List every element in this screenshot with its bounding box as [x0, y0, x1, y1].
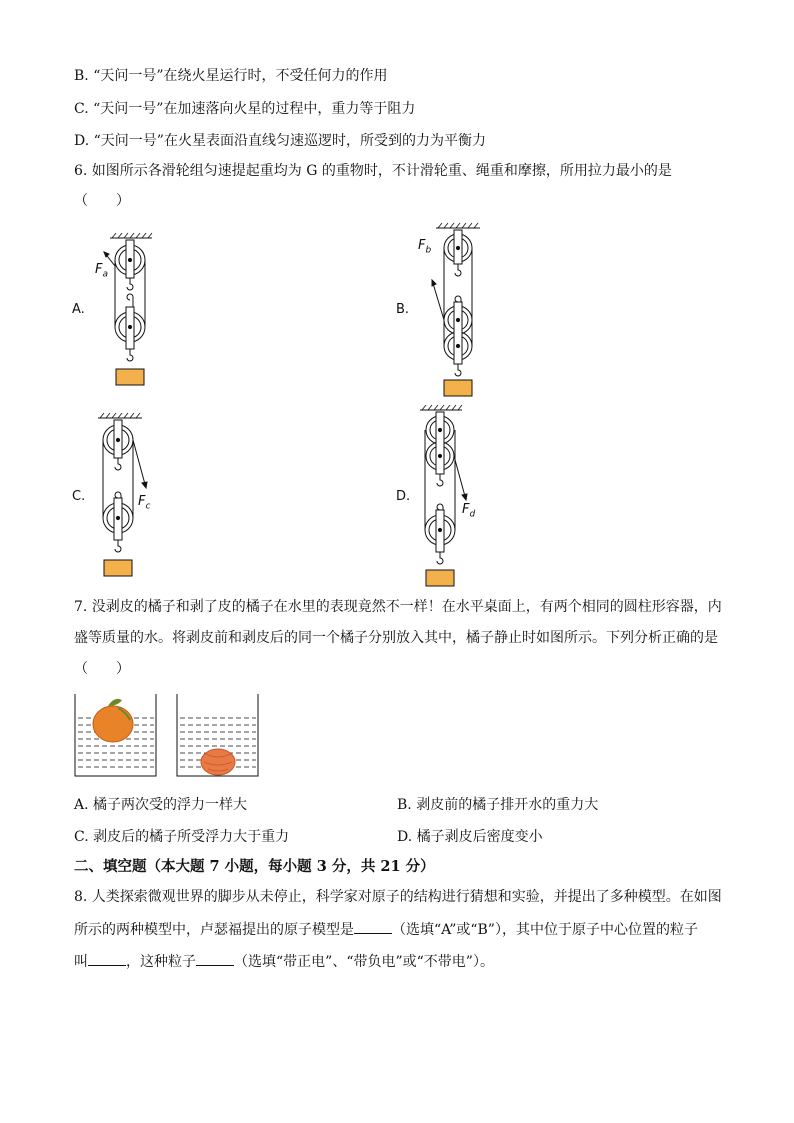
q6-label-d: D. [396, 489, 411, 504]
q6-label-c: C. [72, 489, 86, 504]
q6-paren: （ ） [74, 193, 130, 209]
force-label-c: $F_c$ [138, 494, 151, 512]
unpeeled-orange-icon [93, 706, 133, 742]
q5-option-d: D. “天问一号”在火星表面沿直线匀速巡逻时，所受到的力为平衡力 [74, 133, 486, 149]
q5-option-b: B. “天问一号”在绕火星运行时，不受任何力的作用 [74, 68, 388, 84]
answer-blank-3[interactable] [196, 951, 234, 966]
force-label-a: $F_a$ [95, 262, 108, 280]
q7-stem-line1: 7. 没剥皮的橘子和剥了皮的橘子在水里的表现竟然不一样！在水平桌面上，有两个相同的圆柱形容器，内 [74, 599, 722, 615]
q7-stem-line2: 盛等质量的水。将剥皮前和剥皮后的同一个橘子分别放入其中，橘子静止时如图所示。下列分析正确的是 [74, 630, 718, 646]
q7-option-d: D. 橘子剥皮后密度变小 [397, 829, 543, 845]
force-label-b: $F_b$ [418, 238, 432, 256]
container-peeled [176, 692, 260, 778]
q8-line2: 所示的两种模型中，卢瑟福提出的原子模型是 （选填“A”或“B”），其中位于原子中心位置的粒子 [74, 919, 698, 940]
answer-blank-1[interactable] [354, 919, 392, 934]
q7-paren: （ ） [74, 661, 130, 677]
q7-option-b: B. 剥皮前的橘子排开水的重力大 [397, 797, 599, 813]
q8-line3: 叫 ，这种粒子 （选填“带正电”、“带负电”或“不带电”）。 [74, 951, 494, 972]
container-unpeeled [74, 692, 158, 778]
q5-option-c: C. “天问一号”在加速落向火星的过程中，重力等于阻力 [74, 101, 416, 117]
q6-label-a: A. [72, 302, 85, 317]
q6-stem: 6. 如图所示各滑轮组匀速提起重均为 G 的重物时，不计滑轮重、绳重和摩擦，所用拉力最小的是 [74, 163, 672, 179]
force-label-d: $F_d$ [462, 502, 476, 520]
q8-line1: 8. 人类探索微观世界的脚步从未停止，科学家对原子的结构进行猜想和实验，并提出了多种模型。在如图 [74, 889, 722, 905]
pulley-figure-c [88, 410, 178, 580]
answer-blank-2[interactable] [88, 951, 126, 966]
section-heading: 二、填空题（本大题 7 小题，每小题 3 分，共 21 分） [74, 858, 435, 875]
q6-label-b: B. [396, 302, 410, 317]
pulley-figure-a [90, 230, 170, 390]
q7-option-a: A. 橘子两次受的浮力一样大 [74, 797, 248, 813]
pulley-figure-d [414, 404, 504, 590]
q7-option-c: C. 剥皮后的橘子所受浮力大于重力 [74, 829, 290, 845]
